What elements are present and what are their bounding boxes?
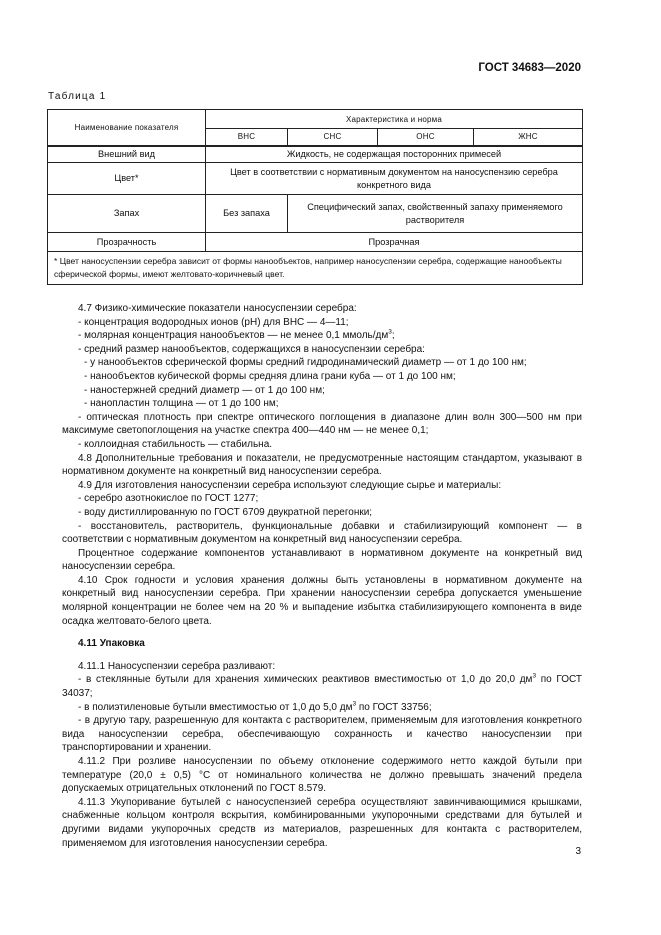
table-footnote: * Цвет наносуспензии серебра зависит от формы нанообъектов, например наносуспензии серебра, содержащие нанообъекты сферической формы, имеют желтовато-коричневый цвет. [48,252,583,285]
row-value: Жидкость, не содержащая посторонних примесей [206,146,583,163]
table-row [48,146,583,163]
section-4-11-1: 4.11.1 Наносуспензии серебра разливают: [78,660,276,672]
body-text [62,302,582,850]
header-sns: СНС [288,129,378,146]
page-number: 3 [575,846,581,857]
list-item: - коллоидная стабильность — стабильна. [78,438,273,450]
header-characteristic: Характеристика и норма [206,110,583,129]
list-item: - в стеклянные бутыли для хранения химических реактивов вместимостью от 1,0 до 20,0 $дм^3$ по ГОСТ 34037; [62,673,582,700]
list-item: - в другую тару, разрешенную для контакта с растворителем, применяемым для изготовления конкретного вида наносуспензии серебра, обеспечивающую сохранность и качество наносуспензии при транспортировании и хранении. [62,715,582,754]
list-item: - оптическая плотность при спектре оптического поглощения в диапазоне длин волн 300—500 нм при максимуме светопоглощения на участке спектра 400—440 нм — не менее 0,1; [62,411,582,437]
header-zhns: ЖНС [474,129,583,146]
table-row [48,163,583,195]
row-name: Цвет* [48,163,206,195]
list-item: - средний размер нанообъектов, содержащихся в наносуспензии серебра: [78,343,425,355]
table-row [48,233,583,252]
table-caption: Таблица 1 [48,91,107,102]
list-item: - воду дистиллированную по ГОСТ 6709 двукратной перегонки; [78,506,373,518]
list-item: - серебро азотнокислое по ГОСТ 1277; [78,493,259,505]
row-value-other: Специфический запах, свойственный запаху применяемого растворителя [288,195,583,233]
list-item: - концентрация водородных ионов (рН) для ВНС — 4—11; [78,316,349,328]
list-item: - у нанообъектов сферической формы средний гидродинамический диаметр — от 1 до 100 нм; [84,357,527,369]
header-ons: ОНС [378,129,474,146]
row-value: Цвет в соответствии с нормативным документом на наносуспензию серебра конкретного вида [206,163,583,195]
section-4-11-3: 4.11.3 Укупоривание бутылей с наносуспензией серебра осуществляют завинчивающимися крышками, снабженные кольцом контроля вскрытия, комбинированными укупорочными средствами для бутылей и другими видами укупорочных средств из материалов, разрешенных для контакта с растворителем, применяемом для изготовления наносуспензии серебра. [62,796,582,849]
section-4-11-heading: 4.11 Упаковка [78,638,145,650]
row-value-vns: Без запаха [206,195,288,233]
list-item: - нанообъектов кубической формы средняя длина грани куба — от 1 до 100 нм; [84,370,456,382]
list-item: - наностержней средний диаметр — от 1 до 100 нм; [84,384,325,396]
section-4-9: 4.9 Для изготовления наносуспензии серебра используют следующие сырье и материалы: [78,479,502,491]
row-name: Прозрачность [48,233,206,252]
row-name: Запах [48,195,206,233]
standard-number: ГОСТ 34683—2020 [478,62,581,74]
list-item: - в полиэтиленовые бутыли вместимостью от 1,0 до 5,0 $дм^3$ по ГОСТ 33756; [78,700,432,713]
row-value: Прозрачная [206,233,583,252]
table-row [48,195,583,233]
properties-table [47,109,583,285]
header-indicator-name: Наименование показателя [48,110,206,146]
section-4-8: 4.8 Дополнительные требования и показатели, не предусмотренные настоящим стандартом, указывают в нормативном документе на конкретный вид наносуспензии серебра. [62,452,582,478]
section-4-10: 4.10 Срок годности и условия хранения должны быть установлены в нормативном документе на конкретный вид наносуспензии серебра. При хранении наносуспензии серебра допускается уменьшение молярной концентрации не более чем на 20 % и выпадение избытка стабилизирующего компонента в виде осадка желтовато-белого цвета. [62,574,582,627]
header-vns: ВНС [206,129,288,146]
list-item: - молярная концентрация нанообъектов — не менее 0,1 ммоль/$дм^3$; [78,328,395,342]
list-item: - нанопластин толщина — от 1 до 100 нм; [84,398,279,410]
paragraph: Процентное содержание компонентов устанавливают в нормативном документе на конкретный вид наносуспензии серебра. [62,547,582,573]
section-4-11-2: 4.11.2 При розливе наносуспензии по объему отклонение содержимого нетто каждой бутыли при температуре (20,0 ± 0,5) °С от номинального количества не должно превышать значений предела допускаемых отрицательных отклонений по ГОСТ 8.579. [62,756,582,795]
table-header-row [48,110,583,129]
section-4-7: 4.7 Физико-химические показатели наносуспензии серебра: [78,303,357,314]
row-name: Внешний вид [48,146,206,163]
table-footnote-row [48,252,583,285]
list-item: - восстановитель, растворитель, функциональные добавки и стабилизирующий компонент — в соответствии с нормативным документом на конкретный вид наносуспензии серебра. [62,520,582,546]
